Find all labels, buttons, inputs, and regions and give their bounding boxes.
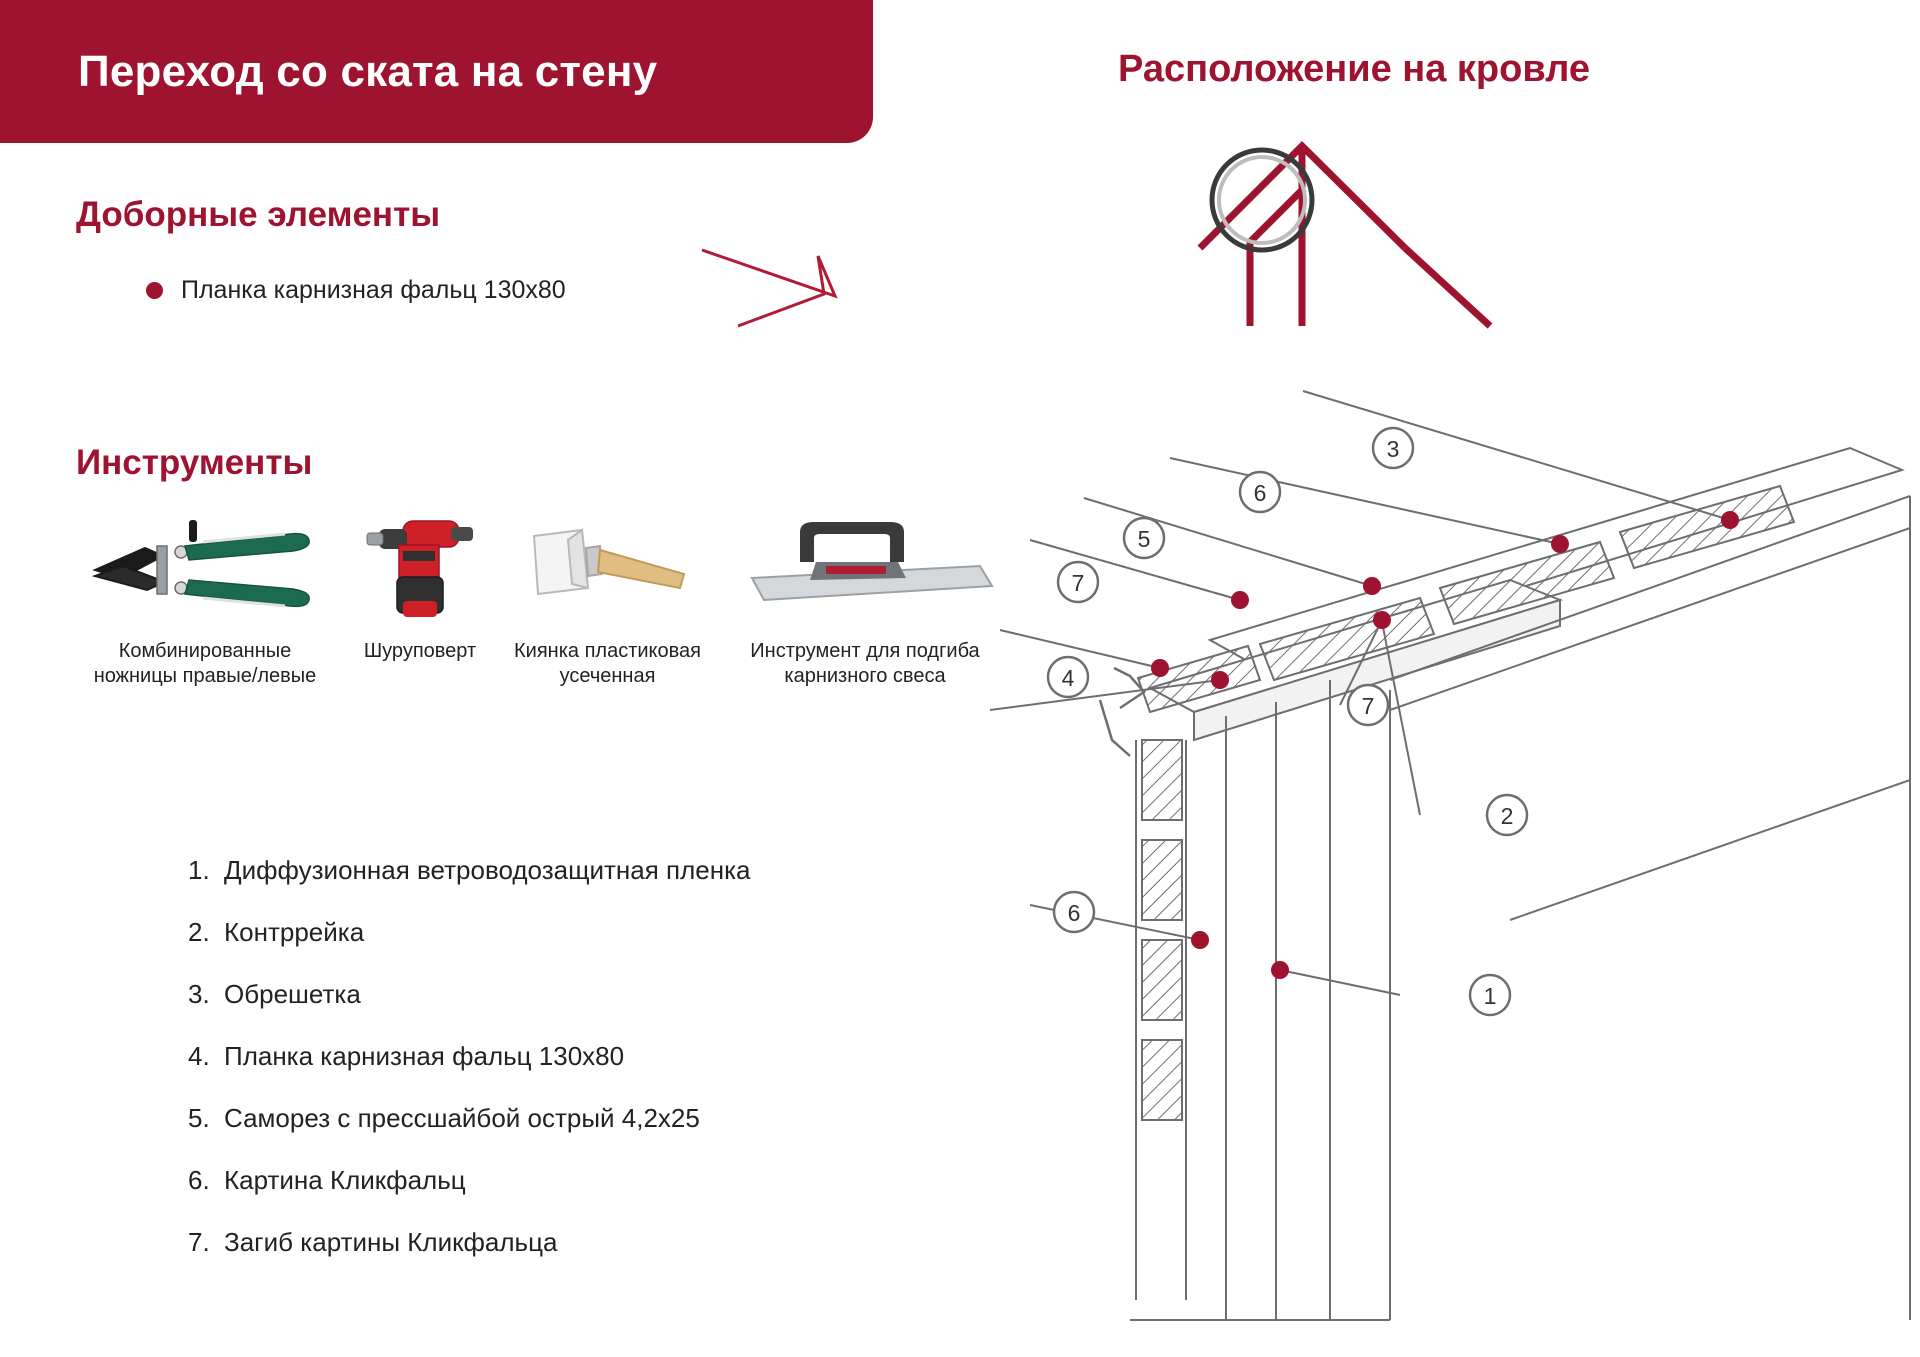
- tool-item: [70, 515, 340, 689]
- legend-label: Планка карнизная фальц 130х80: [224, 1041, 625, 1071]
- tool-label: Инструмент для подгиба карнизного свеса: [750, 640, 980, 687]
- list-item: [188, 917, 948, 948]
- legend-number: 7.: [188, 1227, 210, 1257]
- legend-number: 2.: [188, 917, 210, 947]
- legend-label: Саморез с прессшайбой острый 4,2х25: [224, 1103, 700, 1133]
- callout-1-label: 1: [1483, 983, 1497, 1009]
- legend-number: 4.: [188, 1041, 210, 1071]
- legend-label: Обрешетка: [224, 979, 361, 1009]
- legend-label: Диффузионная ветроводозащитная пленка: [224, 855, 751, 885]
- legend-number: 1.: [188, 855, 210, 885]
- eaves-bender-icon: [730, 515, 1000, 625]
- callout-5-label: 5: [1137, 526, 1151, 552]
- callout-7-top-label: 7: [1071, 570, 1085, 596]
- tool-label: Комбинированные ножницы правые/левые: [93, 640, 317, 687]
- list-item: [188, 855, 948, 886]
- mallet-icon: [508, 515, 708, 625]
- callout-2-label: 2: [1500, 803, 1514, 829]
- legend-number: 6.: [188, 1165, 210, 1195]
- callout-3-label: 3: [1386, 436, 1400, 462]
- tool-item: [715, 515, 1015, 689]
- list-item: [188, 1103, 948, 1134]
- callout-6-bottom-label: 6: [1067, 900, 1081, 926]
- legend-number: 5.: [188, 1103, 210, 1133]
- tools-row: [70, 515, 1120, 689]
- tool-item: [500, 515, 715, 689]
- roof-location-diagram: [1190, 130, 1520, 345]
- list-item: [188, 979, 948, 1010]
- tool-label: Киянка пластиковая усеченная: [514, 640, 701, 687]
- callout-7-mid-label: 7: [1361, 693, 1375, 719]
- legend-label: Загиб картины Кликфальца: [224, 1227, 558, 1257]
- list-item: [146, 276, 566, 305]
- tool-label: Шуруповерт: [363, 640, 477, 662]
- list-item: [188, 1227, 948, 1258]
- pointer-arrow-icon: [700, 248, 915, 328]
- bullet-icon: [146, 282, 163, 299]
- legend-label: Картина Кликфальц: [224, 1165, 466, 1195]
- section-heading-tools: Инструменты: [76, 443, 313, 482]
- screwdriver-icon: [355, 515, 485, 625]
- tin-snips-icon: [85, 515, 325, 625]
- legend-number: 3.: [188, 979, 210, 1009]
- section-heading-dobornye: Доборные элементы: [76, 195, 441, 234]
- legend-list: [188, 855, 948, 1289]
- list-item: [188, 1041, 948, 1072]
- callout-4-label: 4: [1061, 665, 1075, 691]
- tool-item: [340, 515, 500, 664]
- legend-label: Контррейка: [224, 917, 365, 947]
- callout-6-top-label: 6: [1253, 480, 1267, 506]
- page-title: Переход со ската на стену: [78, 46, 658, 96]
- title-banner: [0, 0, 873, 143]
- callout-bubbles: [1061, 390, 1920, 1340]
- roof-location-title: Расположение на кровле: [1118, 48, 1590, 90]
- list-item: [188, 1165, 948, 1196]
- dobornye-list: [146, 276, 566, 315]
- dobornye-item-label: Планка карнизная фальц 130х80: [181, 276, 566, 304]
